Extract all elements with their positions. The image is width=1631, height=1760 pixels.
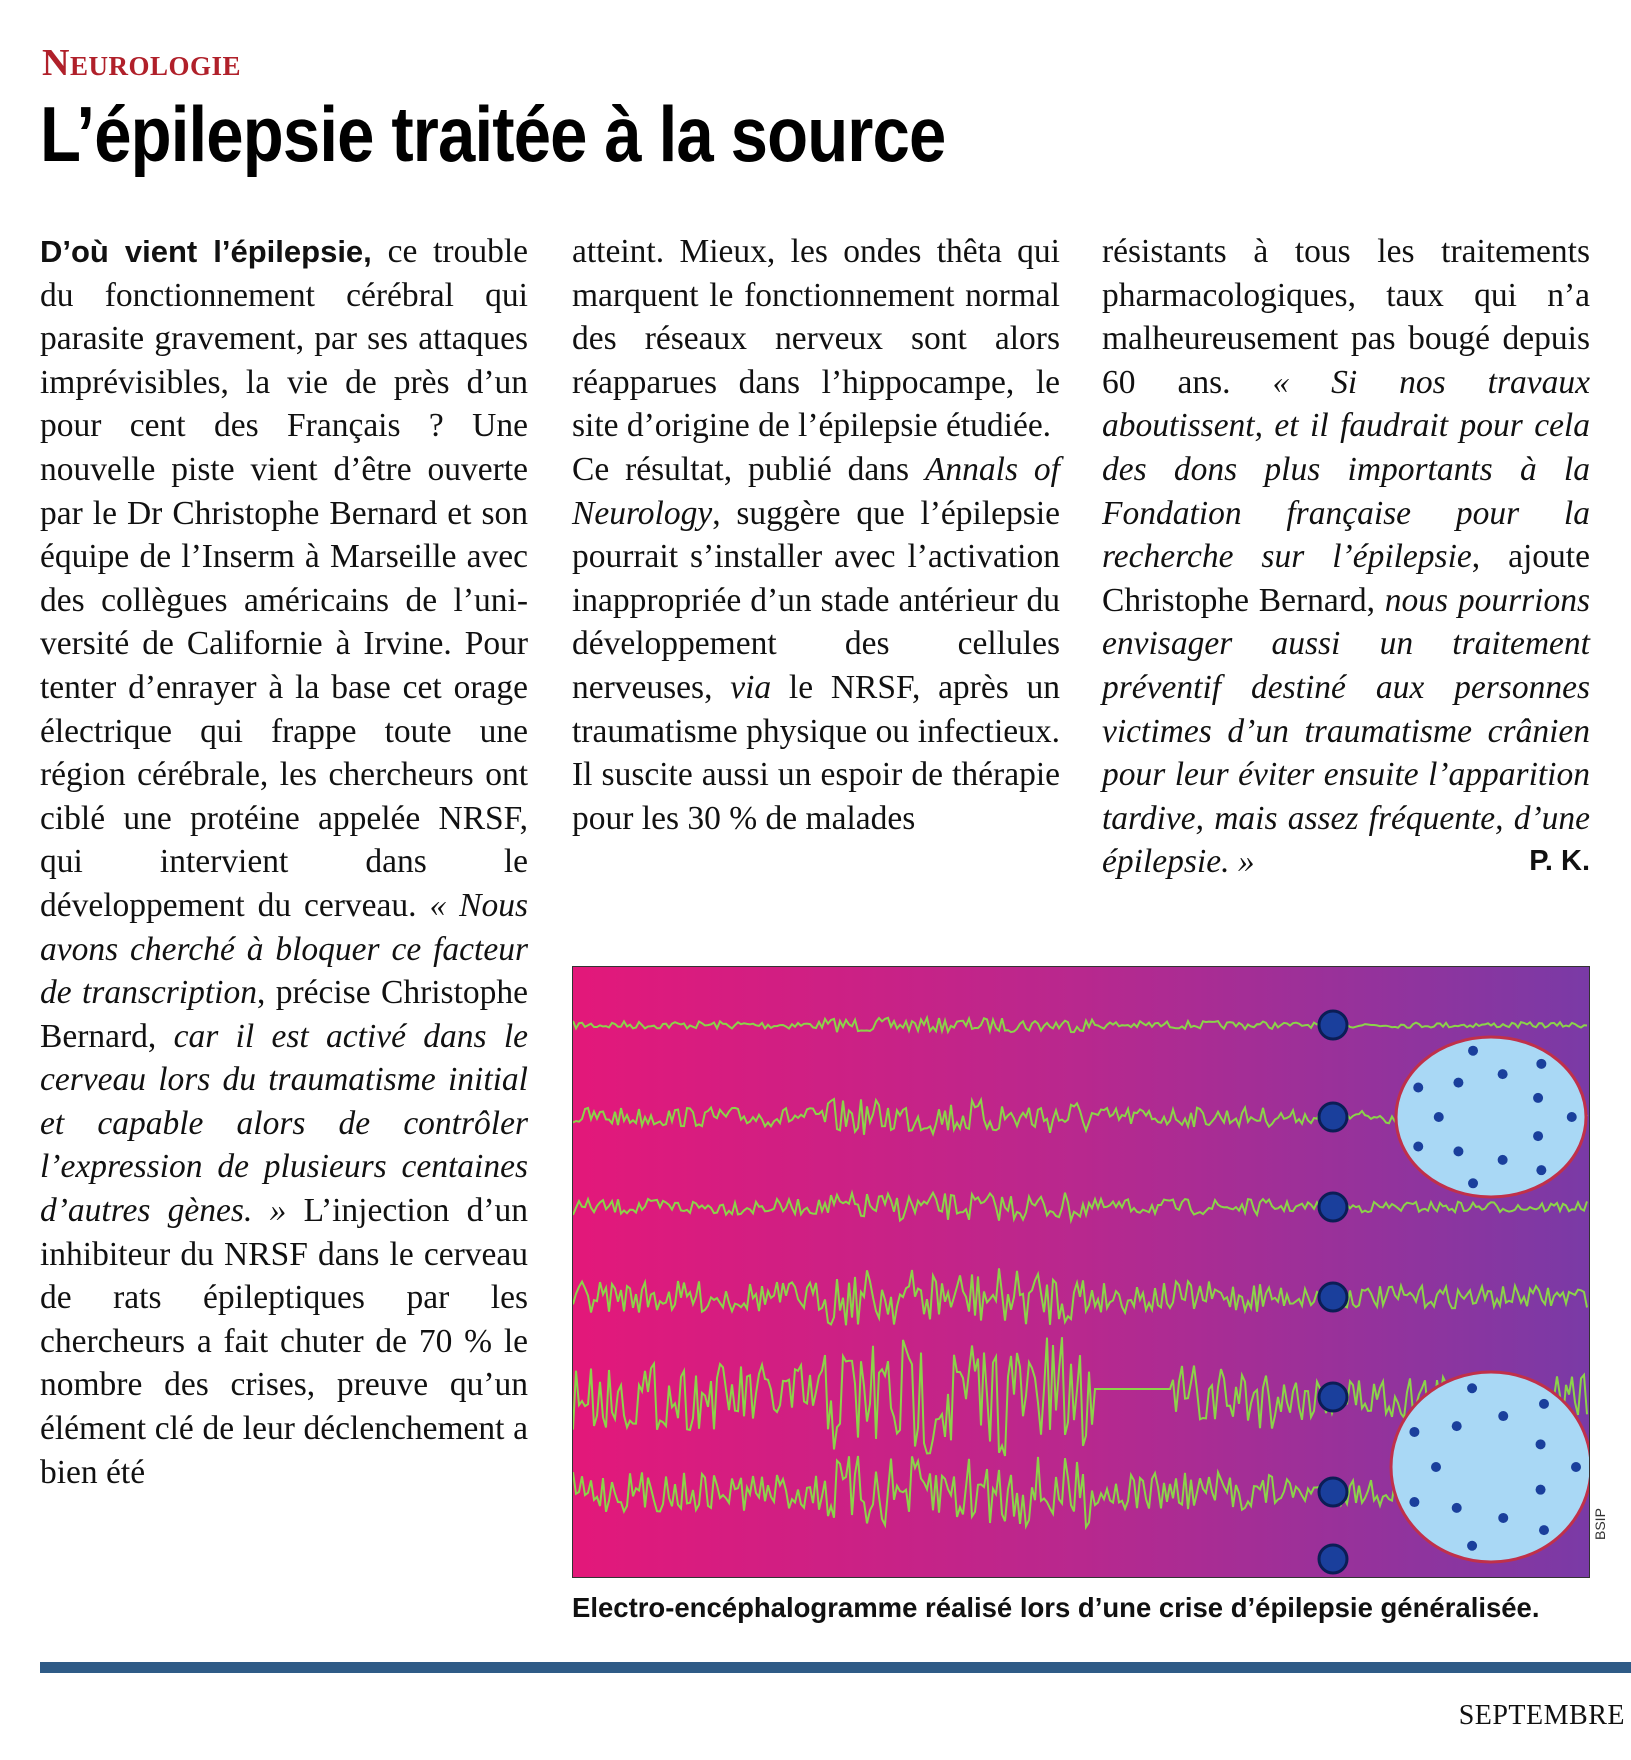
quote-run: nous pourrions envisager aussi un traitement préventif destiné aux personnes victimes d’un traumatisme crânien pour leur éviter ensuite l’apparition tardive, mais assez fréquente, d’une épilepsie. » (1102, 581, 1590, 881)
section-rubric: Neurologie (42, 42, 241, 84)
lead-in: D’où vient l’épilepsie, (40, 234, 372, 269)
scalp-electrode (1536, 1165, 1546, 1175)
text-run: , précise Christophe Bernard, (40, 974, 528, 1055)
scalp-electrode (1571, 1462, 1581, 1472)
scalp-electrode (1498, 1513, 1508, 1523)
scalp-electrode (1539, 1399, 1549, 1409)
column-2-paragraph-1: atteint. Mieux, les ondes thêta qui marquent le fonctionnement normal des réseaux nerveux sont alors réapparues dans l’hippocampe, le site d’origine de l’épilepsie étudiée. (572, 233, 1060, 445)
scalp-electrode (1468, 1046, 1478, 1056)
scalp-electrode (1434, 1112, 1444, 1122)
article-headline: L’épilepsie traitée à la source (40, 90, 946, 178)
electrode-marker (1319, 1545, 1347, 1573)
journal-name: Annals of Neurology (572, 450, 1060, 532)
quote-run: « Si nos travaux aboutissent, et il faudrait pour cela des dons plus importants à la Fondation française pour la recherche sur l’épilepsie (1102, 363, 1590, 576)
electrode-marker (1319, 1103, 1347, 1131)
text-run: L’injection d’un inhibiteur du NRSF dans le cerveau de rats épileptiques par les chercheurs a fait chuter de 70 % le nombre des crises, preuve qu’un élément clé de leur déclenchement a bien été (40, 1192, 529, 1491)
scalp-electrode (1539, 1525, 1549, 1535)
scalp-electrode (1413, 1142, 1423, 1152)
quote-run: car il est activé dans le cerveau lors du traumatisme initial et capable alors de contrôler l’expression de plusieurs centaines d’autres gènes. » (40, 1017, 528, 1230)
scalp-electrode (1409, 1497, 1419, 1507)
text-run: le NRSF, après un traumatisme physique ou infectieux. Il suscite aussi un espoir de thérapie pour les 30 % de malades (572, 668, 1060, 837)
scalp-electrode (1452, 1503, 1462, 1513)
photo-credit: BSIP (1592, 1508, 1608, 1540)
text-run: résistants à tous les traitements pharmacologiques, taux qui n’a malheureusement pas bougé depuis 60 ans. (1102, 233, 1590, 401)
electrode-marker (1319, 1478, 1347, 1506)
text-run: Ce résultat, publié dans (572, 450, 925, 488)
scalp-electrode (1453, 1078, 1463, 1088)
text-run: ce trouble du fonctionnement cérébral qui parasite gravement, par ses attaques imprévisibles, la vie de près d’un pour cent des Français ? Une nouvelle piste vient d’être ouverte par le Dr Christophe Bernard et son équipe de l’Inserm à Marseille avec des collègues américains de l’université de Californie à Irvine. Pour tenter d’enrayer à la base cet orage électrique qui frappe toute une région cérébrale, les chercheurs ont ciblé une protéine appelée NRSF, qui intervient dans le développement du cerveau. (40, 233, 528, 924)
scalp-electrode (1452, 1421, 1462, 1431)
text-run: , ajoute Christophe Bernard, (1102, 538, 1590, 619)
scalp-electrode (1467, 1541, 1477, 1551)
eeg-illustration (573, 967, 1589, 1577)
eeg-photo (572, 966, 1590, 1578)
scalp-electrode (1468, 1178, 1478, 1188)
scalp-electrode (1533, 1093, 1543, 1103)
article-column-1 (40, 230, 528, 1494)
electrode-marker (1319, 1011, 1347, 1039)
quote-run: « Nous avons cherché à bloquer ce facteur de transcription (40, 886, 528, 1012)
column-2-paragraph-2 (572, 448, 1060, 840)
electrode-marker (1319, 1383, 1347, 1411)
scalp-electrode (1453, 1146, 1463, 1156)
scalp-electrode (1498, 1155, 1508, 1165)
column-1-text (40, 230, 528, 1494)
text-run: , suggère que l’épilepsie pourrait s’installer avec l’activation inappropriée d’un stade antérieur du développement des cellules nerveuses, (572, 494, 1060, 706)
scalp-electrode (1467, 1383, 1477, 1393)
scalp-electrode (1498, 1069, 1508, 1079)
scalp-electrode (1536, 1485, 1546, 1495)
electrode-marker (1319, 1193, 1347, 1221)
scalp-electrode (1413, 1082, 1423, 1092)
scalp-electrode (1409, 1427, 1419, 1437)
column-3-text (1102, 230, 1590, 884)
scalp-electrode (1536, 1439, 1546, 1449)
scalp-electrode (1536, 1059, 1546, 1069)
figure-caption: Electro-encéphalogramme réalisé lors d’une crise d’épilepsie généralisée. (572, 1592, 1540, 1623)
scalp-electrode (1533, 1131, 1543, 1141)
scalp-electrode (1431, 1462, 1441, 1472)
footer-month: SEPTEMBRE (1458, 1700, 1625, 1731)
electrode-marker (1319, 1283, 1347, 1311)
article-column-3 (1102, 230, 1590, 884)
via-word: via (730, 668, 772, 706)
author-signature: P. K. (1529, 845, 1590, 878)
scalp-electrode (1498, 1411, 1508, 1421)
bottom-rule (40, 1662, 1631, 1673)
article-column-2 (572, 230, 1060, 840)
scalp-electrode (1567, 1112, 1577, 1122)
head-outline (1396, 1037, 1586, 1197)
head-outline (1391, 1372, 1589, 1562)
